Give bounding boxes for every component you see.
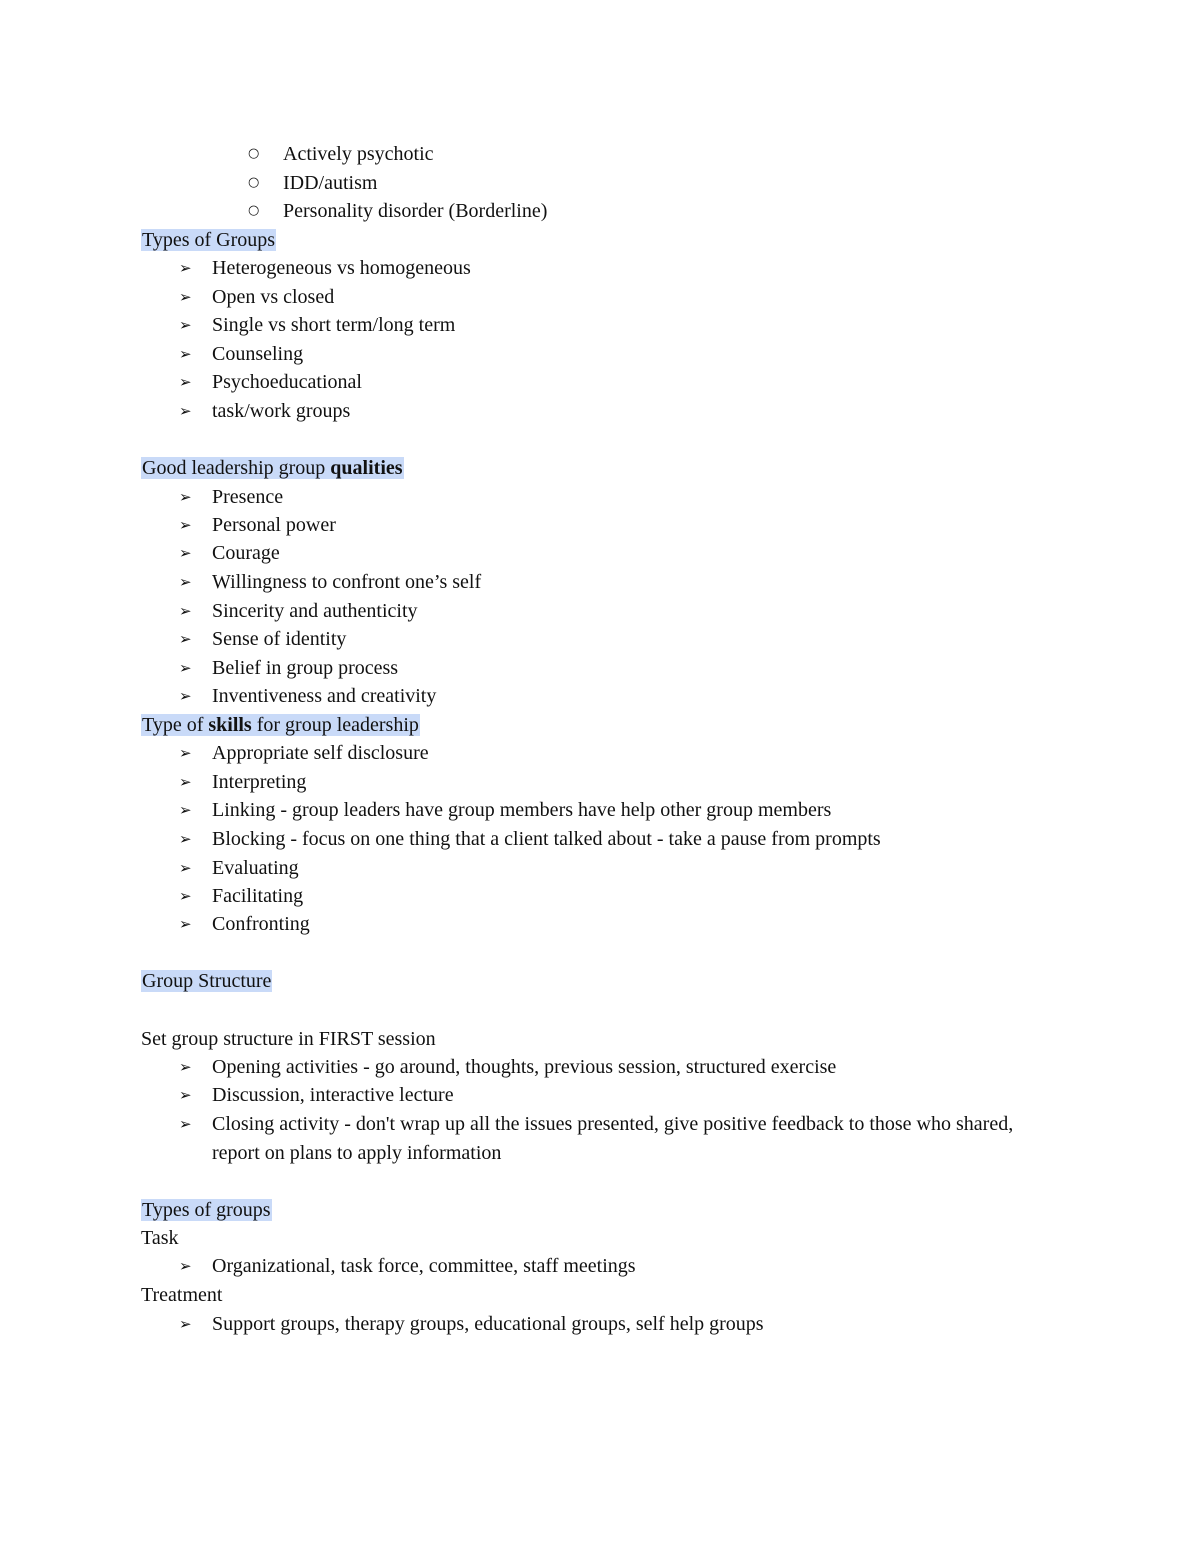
list-item-text: Discussion, interactive lecture — [212, 1084, 454, 1106]
list-item-text: Sense of identity — [212, 628, 347, 650]
list-item-text: Facilitating — [212, 885, 304, 907]
list-item-text: IDD/autism — [283, 172, 378, 194]
arrow-bullet-icon: ➢ — [179, 316, 192, 334]
circle-bullet-icon: ○ — [248, 203, 260, 218]
list-item-text: Confronting — [212, 913, 310, 935]
arrow-bullet-icon: ➢ — [179, 402, 192, 420]
arrow-bullet-icon: ➢ — [179, 1058, 192, 1076]
list-item-text: Support groups, therapy groups, educational groups, self help groups — [212, 1313, 764, 1335]
arrow-bullet-icon: ➢ — [179, 1257, 192, 1275]
arrow-bullet-icon: ➢ — [179, 887, 192, 905]
list-item-text: Organizational, task force, committee, staff meetings — [212, 1255, 636, 1277]
subheading-treatment: Treatment — [141, 1284, 223, 1306]
arrow-bullet-icon: ➢ — [179, 859, 192, 877]
arrow-bullet-icon: ➢ — [179, 544, 192, 562]
arrow-bullet-icon: ➢ — [179, 1115, 192, 1133]
paragraph: Set group structure in FIRST session — [141, 1028, 436, 1050]
section-heading-leadership-qualities — [141, 454, 404, 482]
list-item-text: Counseling — [212, 343, 304, 365]
circle-bullet-icon: ○ — [248, 175, 260, 190]
heading-text: Type of — [142, 714, 209, 736]
arrow-bullet-icon: ➢ — [179, 773, 192, 791]
arrow-bullet-icon: ➢ — [179, 373, 192, 391]
arrow-bullet-icon: ➢ — [179, 744, 192, 762]
list-item-text: Heterogeneous vs homogeneous — [212, 257, 471, 279]
section-heading-types-of-groups — [141, 226, 276, 254]
heading-highlight — [141, 457, 404, 479]
list-item-text: Open vs closed — [212, 286, 335, 308]
list-item-text: Presence — [212, 486, 284, 508]
arrow-bullet-icon: ➢ — [179, 573, 192, 591]
arrow-bullet-icon: ➢ — [179, 915, 192, 933]
arrow-bullet-icon: ➢ — [179, 659, 192, 677]
section-heading-skills — [141, 711, 420, 739]
list-item-text: Willingness to confront one’s self — [212, 571, 482, 593]
circle-bullet-icon: ○ — [248, 146, 260, 161]
arrow-bullet-icon: ➢ — [179, 516, 192, 534]
list-item-text: Actively psychotic — [283, 143, 434, 165]
arrow-bullet-icon: ➢ — [179, 801, 192, 819]
list-item-text: Opening activities - go around, thoughts, previous session, structured exercise — [212, 1056, 837, 1078]
section-heading-group-structure — [141, 967, 272, 995]
heading-highlight: Group Structure — [142, 970, 272, 992]
section-heading-types-of-groups-2 — [141, 1196, 272, 1224]
arrow-bullet-icon: ➢ — [179, 288, 192, 306]
list-item-text: task/work groups — [212, 400, 351, 422]
arrow-bullet-icon: ➢ — [179, 488, 192, 506]
arrow-bullet-icon: ➢ — [179, 830, 192, 848]
heading-text-suffix: for group leadership — [251, 714, 419, 736]
list-item-text: Single vs short term/long term — [212, 314, 456, 336]
arrow-bullet-icon: ➢ — [179, 1315, 192, 1333]
list-item-text: Personality disorder (Borderline) — [283, 200, 548, 222]
arrow-bullet-icon: ➢ — [179, 1086, 192, 1104]
list-item-text: Personal power — [212, 514, 336, 536]
arrow-bullet-icon: ➢ — [179, 602, 192, 620]
list-item-text: Appropriate self disclosure — [212, 742, 429, 764]
list-item-text: Evaluating — [212, 857, 299, 879]
list-item-text: Belief in group process — [212, 657, 399, 679]
arrow-bullet-icon: ➢ — [179, 259, 192, 277]
list-item-text: Inventiveness and creativity — [212, 685, 437, 707]
list-item-text: Courage — [212, 542, 280, 564]
list-item-text: Interpreting — [212, 771, 307, 793]
list-item-text: Linking - group leaders have group members have help other group members — [212, 799, 832, 821]
arrow-bullet-icon: ➢ — [179, 345, 192, 363]
list-item-text: Blocking - focus on one thing that a client talked about - take a pause from prompts — [212, 828, 881, 850]
heading-highlight: Types of groups — [142, 1199, 271, 1221]
list-item-text: Psychoeducational — [212, 371, 362, 393]
heading-bold-text: skills — [208, 714, 252, 736]
heading-bold-text: qualities — [330, 457, 403, 479]
arrow-bullet-icon: ➢ — [179, 630, 192, 648]
list-item-text: Sincerity and authenticity — [212, 600, 418, 622]
subheading-task: Task — [141, 1227, 179, 1249]
heading-highlight: Types of Groups — [142, 229, 276, 251]
arrow-bullet-icon: ➢ — [179, 687, 192, 705]
list-item-text: Closing activity - don't wrap up all the issues presented, give positive feedback to those who shared, report on plans to apply information — [212, 1113, 1014, 1164]
heading-text: Good leadership group — [142, 457, 331, 479]
heading-highlight — [141, 714, 420, 736]
